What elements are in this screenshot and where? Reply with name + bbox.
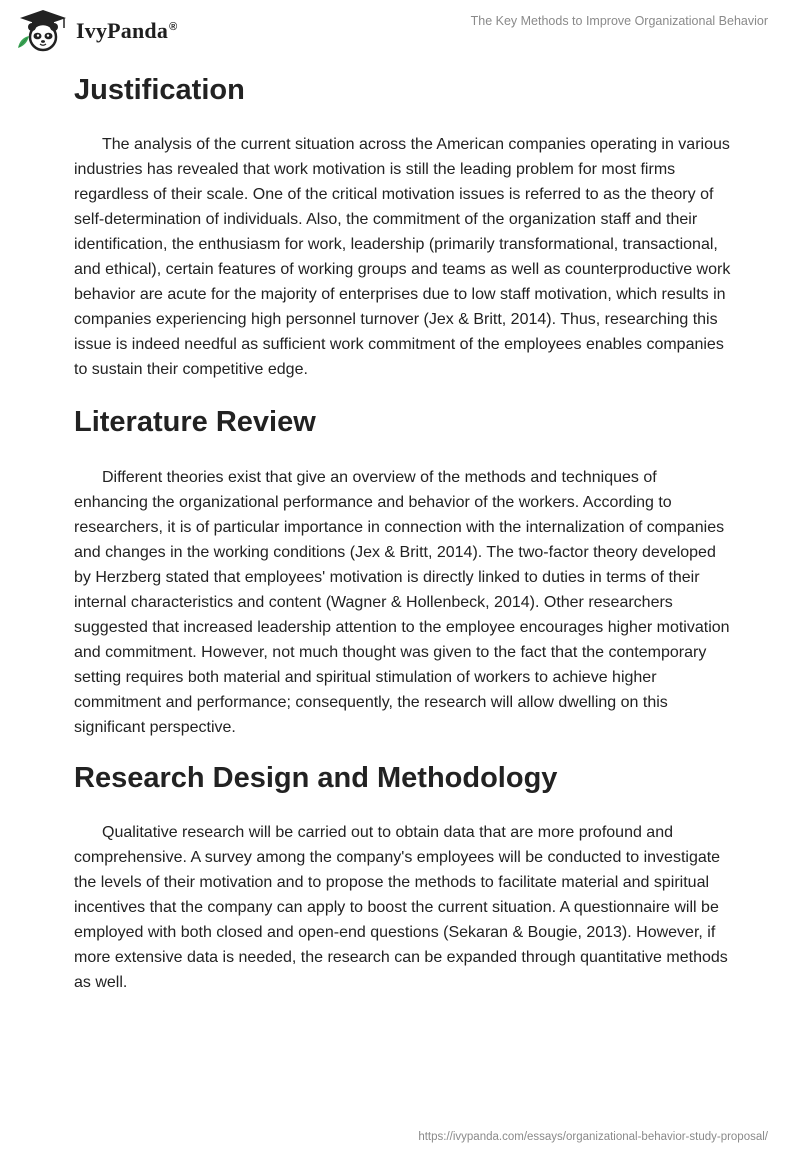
section-research-design bbox=[74, 756, 734, 995]
brand-logo[interactable] bbox=[14, 8, 177, 54]
registered-mark: ® bbox=[169, 20, 178, 33]
page-header bbox=[0, 0, 800, 60]
section-literature-review bbox=[74, 400, 734, 740]
panda-graduate-icon bbox=[14, 8, 72, 54]
section-heading: Literature Review bbox=[74, 406, 316, 438]
source-url-link[interactable]: https://ivypanda.com/essays/organizational-behavior-study-proposal/ bbox=[418, 1131, 768, 1143]
brand-name: IvyPanda® bbox=[76, 18, 178, 43]
section-paragraph: Qualitative research will be carried out to obtain data that are more profound and comprehensive. A survey among the company's employees will be conducted to investigate the levels of their motivation and to propose the methods to facilitate material and spiritual incentives that the company can apply to boost the current situation. A questionnaire will be employed with both closed and open-end questions (Sekaran & Bougie, 2013). However, if more extensive data is needed, the research can be expanded through quantitative methods as well. bbox=[74, 824, 728, 991]
section-paragraph: The analysis of the current situation across the American companies operating in various industries has revealed that work motivation is still the leading problem for most firms regardless of their scale. One of the critical motivation issues is referred to as the theory of self-determination of individuals. Also, the commitment of the organization staff and their identification, the enthusiasm for work, leadership (primarily transformational, transactional, and ethical), certain features of working groups and teams as well as counterproductive work behavior are acute for the majority of enterprises due to low staff motivation, which results in companies experiencing high personnel turnover (Jex & Britt, 2014). Thus, researching this issue is indeed needful as sufficient work commitment of the employees enables companies to sustain their competitive edge. bbox=[74, 136, 731, 378]
section-heading: Justification bbox=[74, 74, 245, 106]
section-paragraph: Different theories exist that give an overview of the methods and techniques of enhancing the organizational performance and behavior of the workers. According to researchers, it is of particular importance in connection with the internalization of companies and changes in the working conditions (Jex & Britt, 2014). The two-factor theory developed by Herzberg stated that employees' motivation is directly linked to duties in terms of their internal characteristics and content (Wagner & Hollenbeck, 2014). Other researchers suggested that increased leadership attention to the employee encourages higher motivation and commitment. However, not much thought was given to the fact that the contemporary setting requires both material and spiritual stimulation of workers to achieve higher commitment and performance; consequently, the research will allow dwelling on this significant perspective. bbox=[74, 469, 730, 736]
section-heading: Research Design and Methodology bbox=[74, 762, 558, 794]
section-justification bbox=[74, 68, 734, 382]
document-header-title: The Key Methods to Improve Organizational Behavior bbox=[470, 14, 768, 28]
essay-content bbox=[74, 68, 734, 995]
